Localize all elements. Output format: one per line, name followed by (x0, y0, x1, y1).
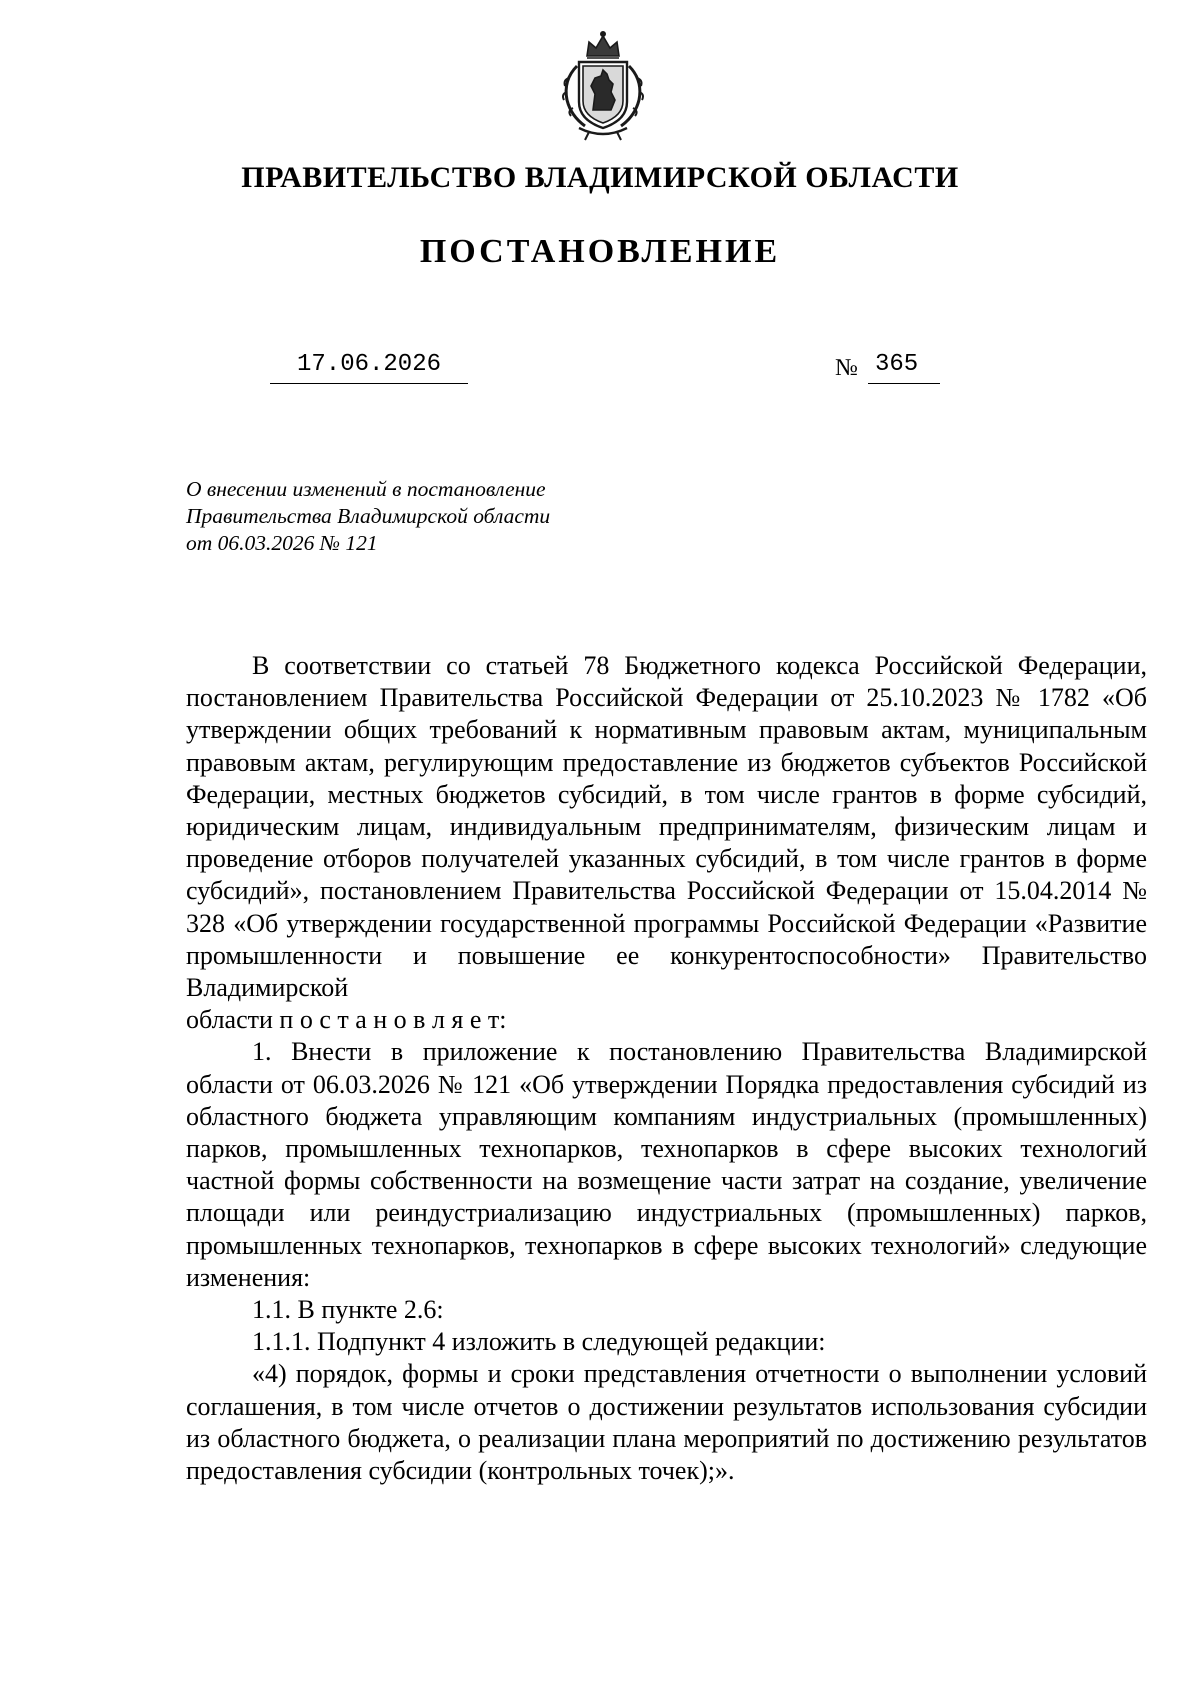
number-sign: № (835, 355, 858, 381)
subject-line: Правительства Владимирской области (186, 504, 551, 528)
resolves-line: области п о с т а н о в л я е т: (186, 1005, 507, 1035)
document-body (186, 650, 1147, 1487)
subject-line: О внесении изменений в постановление (186, 477, 546, 501)
item-1-paragraph: 1. Внести в приложение к постановлению Правительства Владимирской области от 06.03.2026 № 121 «Об утверждении Порядка предоставления субсидий из областного бюджета управляющим компаниям индустриальных (промышленных) парков, промышленных технопарков, технопарков в сфере высоких технологий частной формы собственности на возмещение части затрат на создание, увеличение площади или реиндустриализацию индустриальных (промышленных) парков, промышленных технопарков, технопарков в сфере высоких технологий» следующие изменения: (186, 1037, 1147, 1292)
date-underline (270, 383, 468, 384)
preamble-paragraph: В соответствии со статьей 78 Бюджетного кодекса Российской Федерации, постановлением Правительства Российской Федерации от 25.10.2023 № 1782 «Об утверждении общих требований к нормативным правовым актам, муниципальным правовым актам, регулирующим предоставление из бюджетов субъектов Российской Федерации, местных бюджетов субсидий, в том числе грантов в форме субсидий, юридическим лицам, индивидуальным предпринимателям, физическим лицам и проведение отборов получателей указанных субсидий, в том числе грантов в форме субсидий», постановлением Правительства Российской Федерации от 15.04.2014 № 328 «Об утверждении государственной программы Российской Федерации «Развитие промышленности и повышение ее конкурентоспособности» Правительство Владимирской (186, 651, 1147, 1003)
quoted-subitem-4-paragraph: «4) порядок, формы и сроки представления отчетности о выполнении условий соглашения, в том числе отчетов о достижении результатов использования субсидии из областного бюджета, о реализации плана мероприятий по достижению результатов предоставления субсидии (контрольных точек);». (186, 1359, 1147, 1486)
number-underline (868, 383, 940, 384)
item-1-1-1-paragraph: 1.1.1. Подпункт 4 изложить в следующей редакции: (252, 1327, 826, 1357)
document-number: 365 (875, 351, 919, 378)
document-date: 17.06.2026 (296, 351, 442, 378)
item-1-1-paragraph: 1.1. В пункте 2.6: (252, 1295, 444, 1325)
document-type-title: ПОСТАНОВЛЕНИЕ (419, 233, 781, 270)
vladimir-oblast-coat-of-arms-icon (549, 30, 657, 142)
government-title: ПРАВИТЕЛЬСТВО ВЛАДИМИРСКОЙ ОБЛАСТИ (241, 161, 959, 194)
document-subject (186, 476, 550, 557)
subject-line: от 06.03.2026 № 121 (186, 531, 378, 555)
